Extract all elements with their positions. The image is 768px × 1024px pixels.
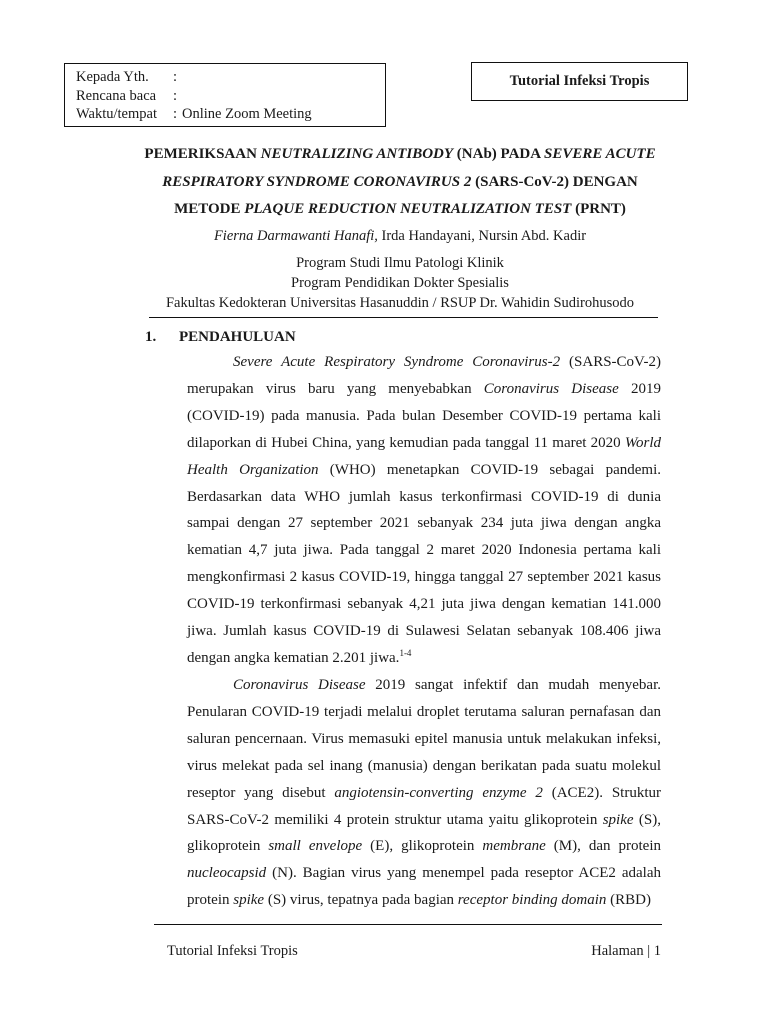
title-line-3	[100, 201, 700, 218]
reading-plan-label: Rencana baca	[76, 87, 157, 104]
body-text: (M), dan protein	[545, 838, 661, 855]
body-text: (ACE2). Struktur SARS-CoV-2 memiliki 4 protein struktur utama yaitu glikoprotein	[187, 784, 661, 828]
italic-term: spike	[233, 892, 265, 909]
paragraph-intro-1	[187, 349, 661, 672]
italic-term: Coronavirus Disease	[233, 677, 366, 693]
affiliation-faculty: Fakultas Kedokteran Universitas Hasanuddin / RSUP Dr. Wahidin Sudirohusodo	[165, 295, 635, 311]
section-heading	[145, 329, 296, 346]
title-text: (NAb) PADA	[453, 146, 545, 162]
recipient-info-box	[64, 63, 386, 127]
footer-course-title: Tutorial Infeksi Tropis	[167, 943, 298, 959]
body-text: 2019 sangat infektif dan mudah menyebar. Penularan COVID-19 terjadi melalui droplet terutama saluran pernafasan dan saluran pencernaan. Virus memasuki epitel manusia untuk melakukan infeksi, virus melekat pada sel inang (manusia) dengan berikatan pada suatu molekul reseptor yang disebut	[187, 677, 662, 801]
page-number-block	[591, 943, 661, 960]
body-text: (SARS-CoV-2) merupakan virus baru yang menyebabkan	[187, 354, 661, 397]
authors	[84, 228, 716, 245]
body-text: (N). Bagian virus yang menempel pada reseptor ACE2 adalah protein	[187, 865, 661, 909]
italic-term: Coronavirus Disease	[483, 380, 619, 397]
body-text: (RBD)	[606, 892, 651, 909]
body-text: 2019 (COVID-19) pada manusia. Pada bulan Desember COVID-19 pertama kali dilaporkan di Hubei China, yang kemudian pada tanggal 11 maret 2020	[187, 380, 662, 451]
time-place-value: Online Zoom Meeting	[182, 106, 312, 122]
colon: :	[173, 69, 178, 85]
footer-divider	[154, 924, 662, 925]
italic-term: spike	[602, 811, 634, 828]
page-label: Halaman |	[591, 943, 651, 959]
colon: :	[173, 106, 178, 122]
citation-ref: 1-4	[399, 647, 412, 658]
title-text: (SARS-CoV-2) DENGAN	[471, 174, 638, 190]
title-text: PEMERIKSAAN	[144, 146, 261, 162]
italic-term: Severe Acute Respiratory Syndrome Coronavirus-2	[233, 354, 561, 370]
affiliation-program: Program Studi Ilmu Patologi Klinik	[296, 255, 504, 271]
italic-term: nucleocapsid	[187, 865, 267, 882]
course-title-box: Tutorial Infeksi Tropis	[471, 62, 688, 101]
affiliation-education: Program Pendidikan Dokter Spesialis	[291, 275, 509, 291]
page-footer	[167, 943, 661, 960]
body-text: (S), glikoprotein	[187, 811, 661, 855]
body-text: (WHO) menetapkan COVID-19 sebagai pandemi. Berdasarkan data WHO jumlah kasus terkonfirmasi COVID-19 di dunia sampai dengan 27 september 2021 sebanyak 234 juta jiwa dengan angka kematian 4,7 juta jiwa. Pada tanggal 2 maret 2020 Indonesia pertama kali mengkonfirmasi 2 kasus COVID-19, hingga tanggal 27 september 2021 kasus COVID-19 terkonfirmasi sebanyak 4,21 juta jiwa dengan kematian 141.000 jiwa. Jumlah kasus COVID-19 di Sulawesi Selatan sebanyak 108.406 jiwa dengan angka kematian 2.201 jiwa.	[187, 461, 661, 666]
colon: :	[173, 87, 178, 104]
time-place-label: Waktu/tempat	[76, 106, 157, 122]
title-text: (PRNT)	[571, 201, 626, 217]
page-number: 1	[653, 943, 661, 959]
title-italic: PLAQUE REDUCTION NEUTRALIZATION TEST	[244, 201, 572, 217]
body-text: (E), glikoprotein	[362, 838, 483, 855]
co-authors: Irda Handayani, Nursin Abd. Kadir	[377, 228, 587, 244]
italic-term: receptor binding domain	[457, 892, 607, 909]
time-place-row	[76, 105, 385, 124]
paragraph-intro-2	[187, 672, 661, 914]
italic-term: angiotensin-converting enzyme 2	[334, 784, 543, 801]
title-text: METODE	[174, 201, 245, 217]
body-text: (S) virus, tepatnya pada bagian	[264, 892, 458, 909]
first-author: Fierna Darmawanti Hanafi,	[213, 228, 378, 244]
section-number: 1.	[145, 329, 157, 345]
italic-term: small envelope	[268, 838, 363, 855]
header-divider	[149, 317, 658, 318]
recipient-row	[76, 68, 385, 87]
title-line-1	[100, 146, 700, 163]
title-italic: SEVERE ACUTE	[544, 146, 656, 162]
recipient-label: Kepada Yth.	[76, 69, 149, 85]
title-line-2	[100, 174, 700, 191]
title-italic: NEUTRALIZING ANTIBODY	[260, 146, 454, 162]
italic-term: membrane	[482, 838, 546, 855]
section-title: PENDAHULUAN	[179, 329, 296, 345]
title-italic: RESPIRATORY SYNDROME CORONAVIRUS 2	[162, 174, 472, 190]
reading-plan-row	[76, 87, 385, 106]
italic-term: World Health Organization	[187, 434, 661, 478]
